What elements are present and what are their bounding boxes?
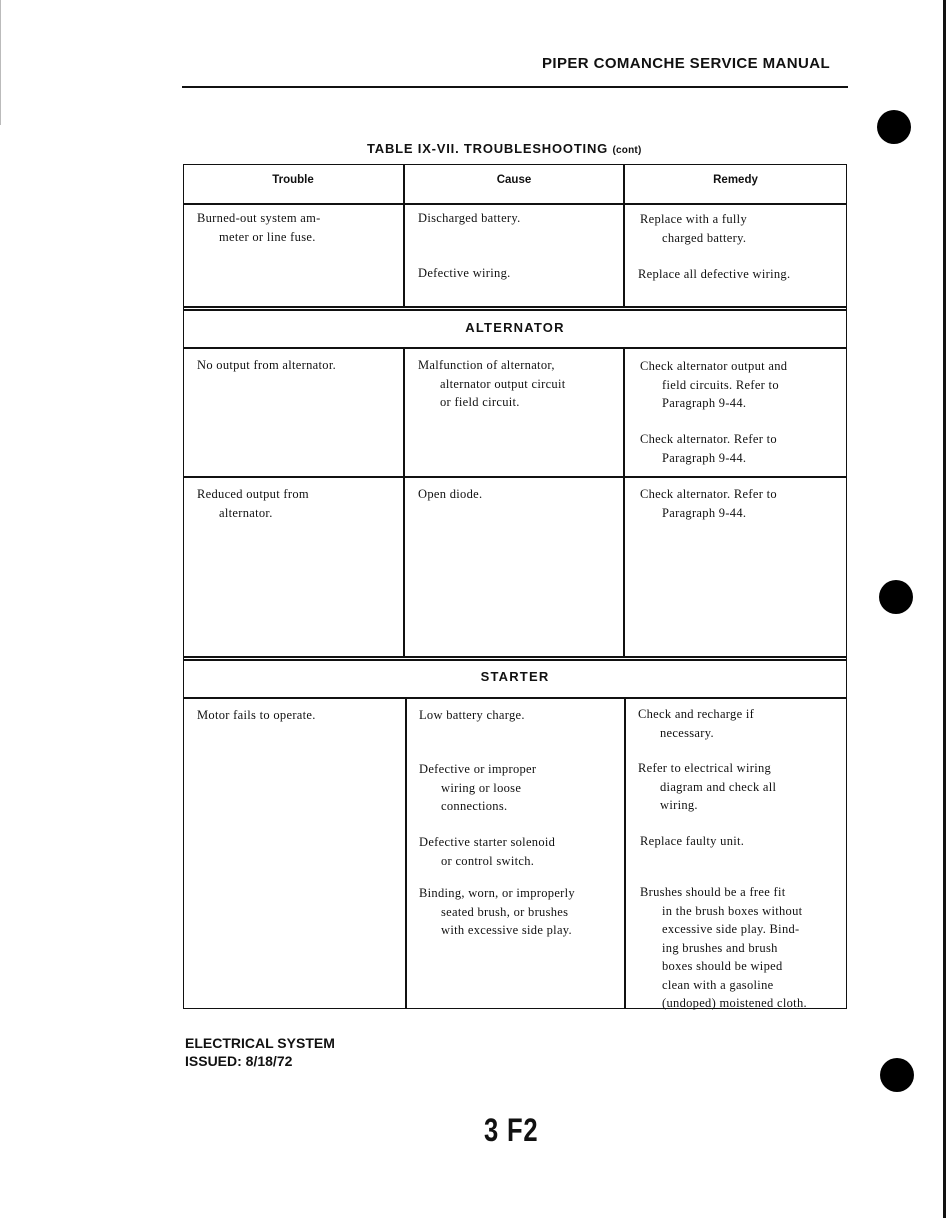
table-title-text: TABLE IX-VII. TROUBLESHOOTING: [367, 141, 609, 156]
trouble-cell: No output from alternator.: [197, 358, 337, 372]
row-rule: [183, 659, 847, 661]
cause-item: Defective starter solenoid or control switch.: [419, 835, 556, 868]
remedy-item: Check alternator output and field circuits. Refer to Paragraph 9-44.: [640, 359, 788, 410]
footer: [185, 1034, 335, 1070]
column-header-trouble: Trouble: [272, 174, 314, 186]
remedy-cell: Check alternator. Refer to Paragraph 9-44.: [640, 487, 777, 520]
remedy-item: Replace all defective wiring.: [638, 267, 791, 281]
column-header-cause: Cause: [496, 174, 532, 186]
column-rule: [623, 347, 625, 657]
cause-cell: Malfunction of alternator, alternator output circuit or field circuit.: [418, 358, 566, 409]
column-rule: [405, 697, 407, 1009]
cause-cell: [418, 209, 618, 228]
remedy-cell: [640, 832, 845, 851]
cause-item: Defective or improper wiring or loose connections.: [419, 762, 537, 813]
remedy-item: Refer to electrical wiring diagram and check all wiring.: [638, 761, 777, 812]
remedy-item: Replace with a fully charged battery.: [640, 212, 748, 245]
row-rule: [183, 306, 847, 308]
header-rule: [182, 86, 848, 88]
remedy-cell: [638, 759, 845, 815]
remedy-item: Check and recharge if necessary.: [638, 707, 755, 740]
binder-hole-middle: [879, 580, 913, 614]
cause-cell: [419, 706, 619, 725]
remedy-cell: [638, 705, 845, 742]
remedy-cell: [640, 883, 846, 1013]
trouble-cell: Reduced output from alternator.: [197, 487, 309, 520]
cause-cell: [419, 833, 619, 870]
cause-cell: [418, 264, 618, 283]
cause-item: Defective wiring.: [418, 266, 511, 280]
column-rule: [403, 347, 405, 657]
cause-item: Binding, worn, or improperly seated brush, or brushes with excessive side play.: [419, 886, 575, 937]
row-rule: [183, 656, 847, 658]
row-rule: [183, 476, 847, 478]
cause-cell: Open diode.: [418, 487, 483, 501]
footer-issued: ISSUED: 8/18/72: [185, 1053, 293, 1069]
cause-cell: [419, 760, 619, 816]
header-row-rule: [183, 203, 847, 205]
binder-hole-bottom: [880, 1058, 914, 1092]
remedy-item: Brushes should be a free fit in the brush boxes without excessive side play. Bind- ing brushes and brush boxes should be wiped clean with a gasoline (undoped) moistened cloth.: [640, 885, 807, 1010]
cause-item: Discharged battery.: [418, 211, 521, 225]
column-rule: [624, 697, 626, 1009]
remedy-cell: [638, 265, 845, 284]
remedy-cell: [640, 210, 845, 247]
footer-section: ELECTRICAL SYSTEM: [185, 1035, 335, 1051]
cause-cell: [419, 884, 619, 940]
section-heading-starter: STARTER: [480, 669, 550, 684]
remedy-item: Check alternator. Refer to Paragraph 9-44.: [640, 432, 777, 465]
microfiche-page-code: 3 F2: [484, 1112, 539, 1148]
row-rule: [183, 309, 847, 311]
remedy-cell: [640, 430, 845, 467]
table-title-suffix: (cont): [612, 145, 642, 156]
remedy-item: Replace faulty unit.: [640, 834, 745, 848]
cause-item: Low battery charge.: [419, 708, 525, 722]
remedy-cell: [640, 357, 845, 413]
table-title: [367, 141, 641, 156]
row-rule: [183, 697, 847, 699]
manual-title: PIPER COMANCHE SERVICE MANUAL: [542, 55, 831, 72]
column-header-remedy: Remedy: [713, 174, 758, 186]
trouble-cell: Motor fails to operate.: [197, 708, 316, 722]
row-rule: [183, 347, 847, 349]
binder-hole-top: [877, 110, 911, 144]
page-right-edge: [943, 0, 946, 1218]
section-heading-alternator: ALTERNATOR: [465, 320, 565, 335]
page-left-edge: [0, 0, 1, 125]
trouble-cell: Burned-out system am- meter or line fuse.: [197, 211, 321, 244]
